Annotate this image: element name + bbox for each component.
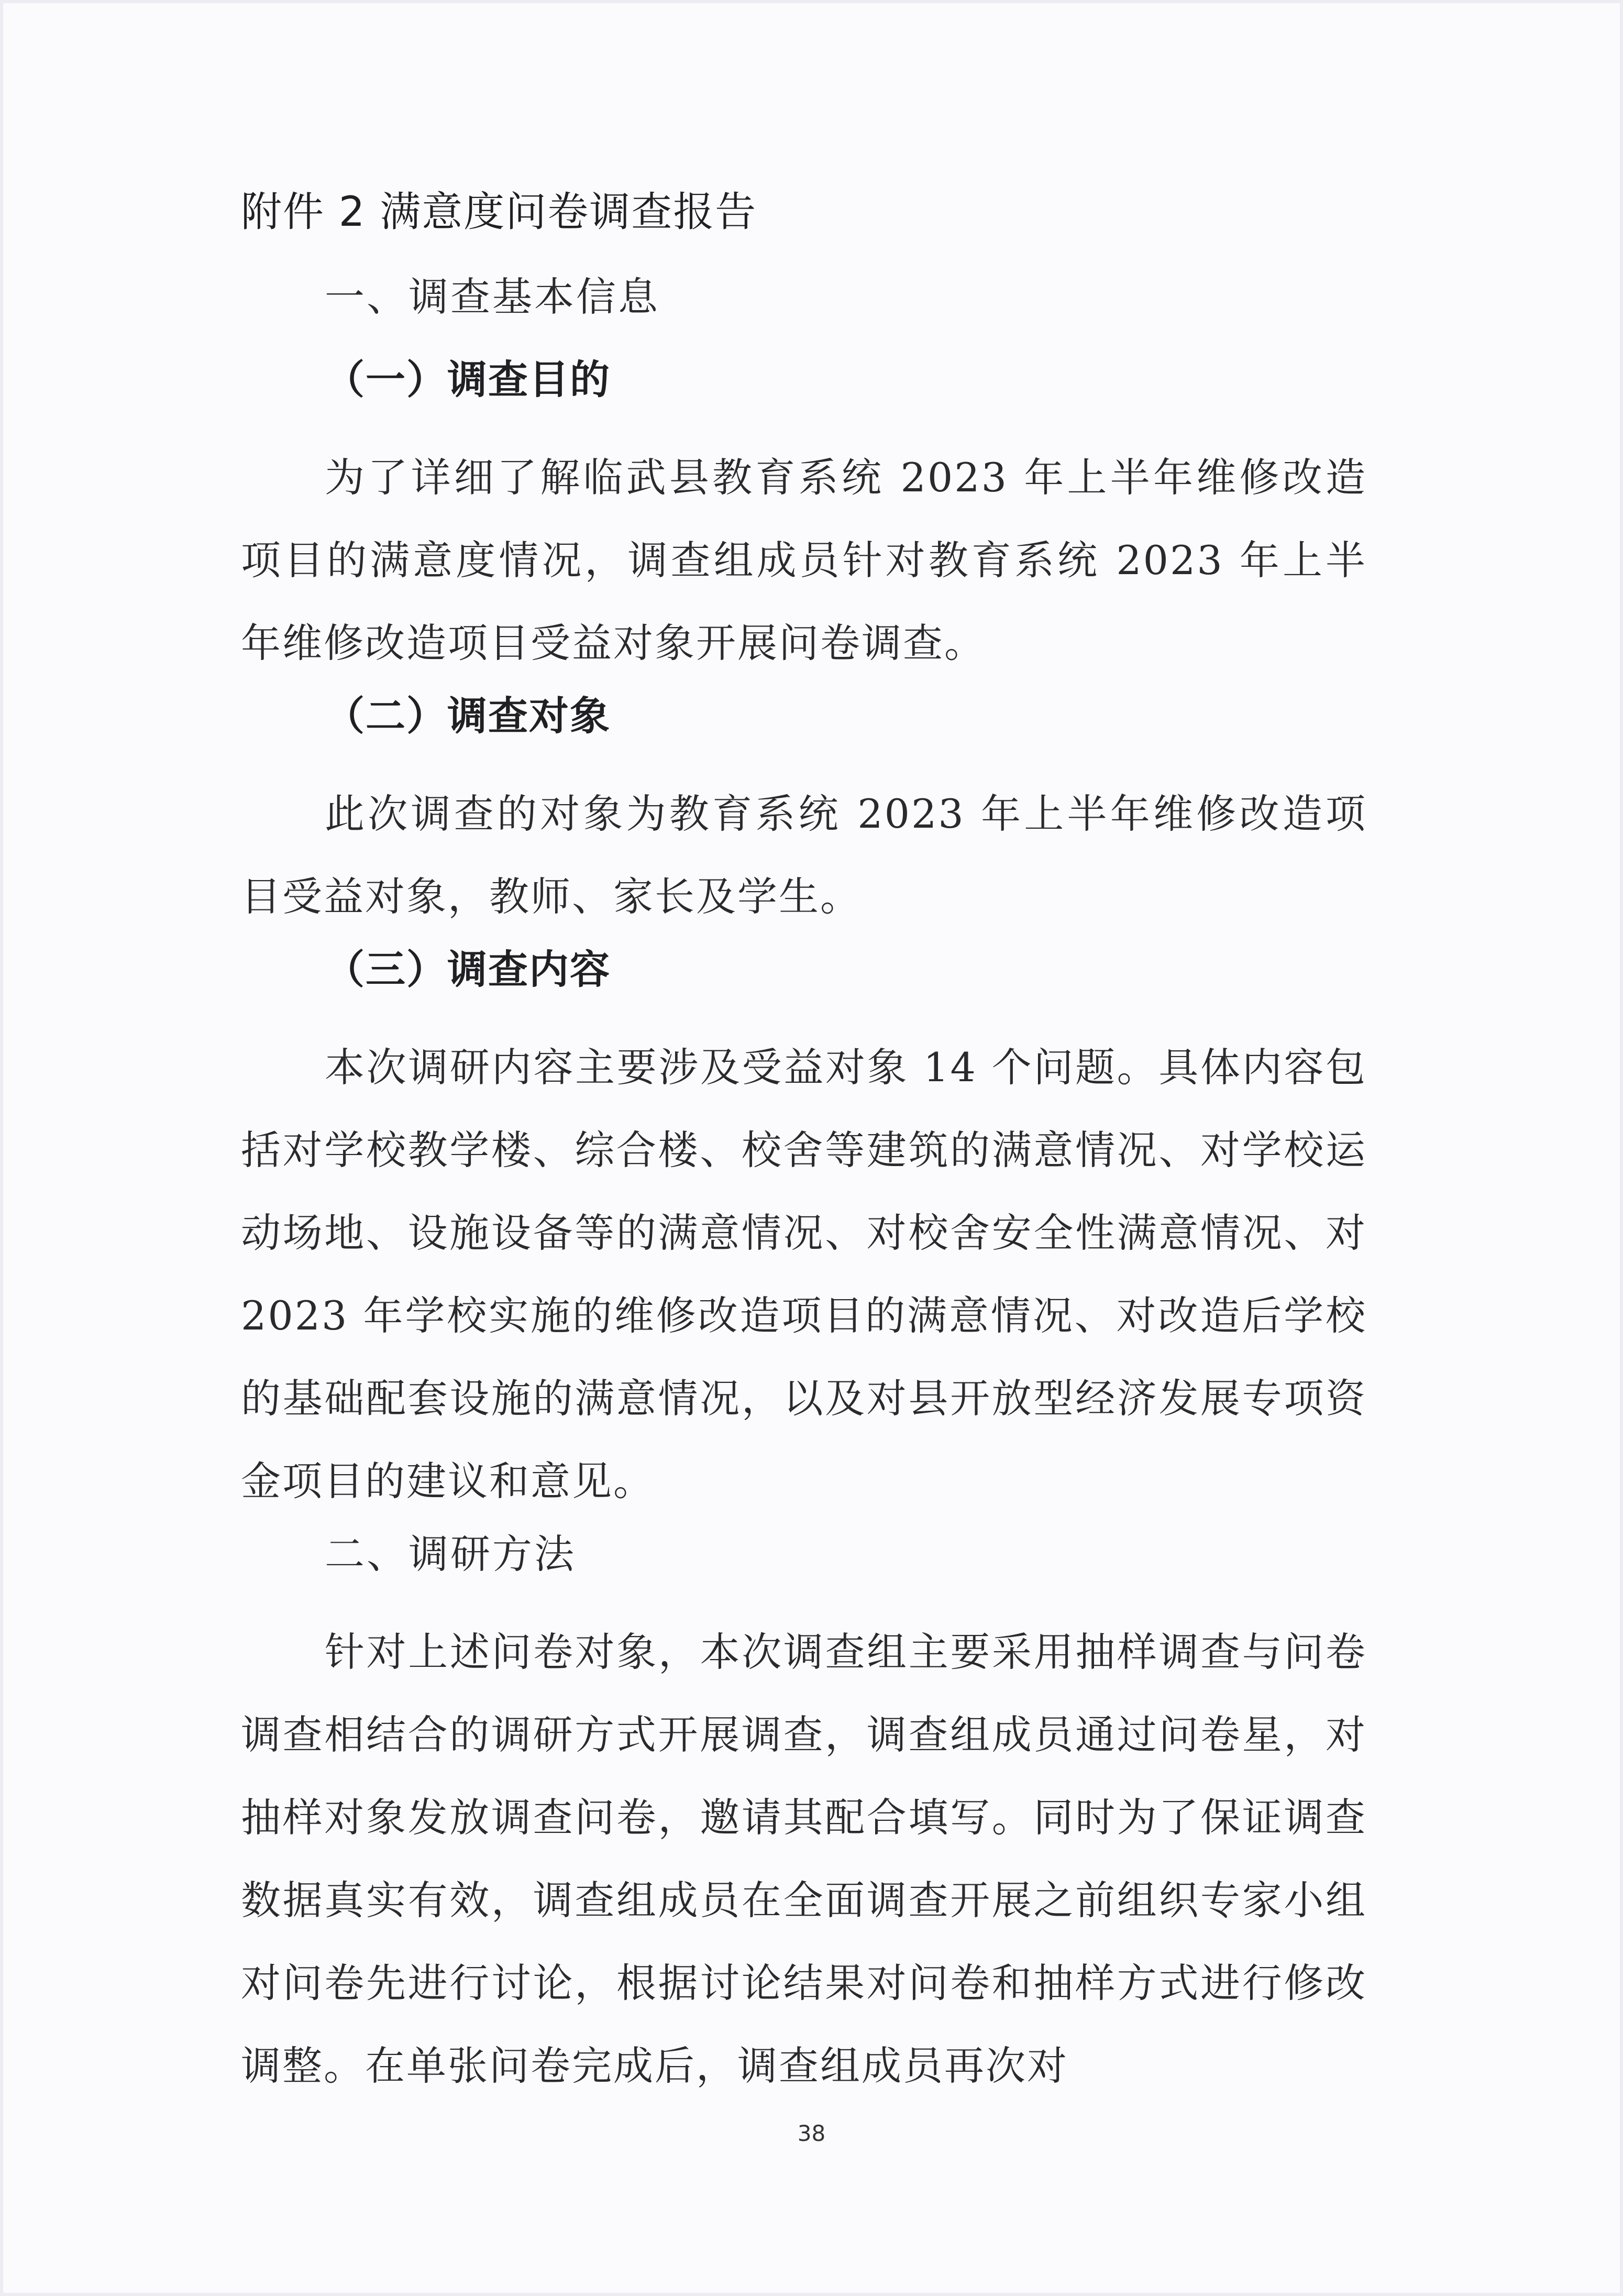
section-heading-survey-info: 一、调查基本信息 <box>325 273 660 320</box>
paragraph-subjects: 此次调查的对象为教育系统 2023 年上半年维修改造项目受益对象，教师、家长及学生。 <box>241 790 1367 920</box>
paragraph-content: 本次调研内容主要涉及受益对象 14 个问题。具体内容包括对学校教学楼、综合楼、校舍等建筑的满意情况、对学校运动场地、设施设备等的满意情况、对校舍安全性满意情况、对 2023 年学校实施的维修改造项目的满意情况、对改造后学校的基础配套设施的满意情况，以及对县开放型经济发展专项资金项目的建议和意见。 <box>241 1044 1367 1504</box>
document-title: 附件 2 满意度问卷调查报告 <box>241 189 757 236</box>
subsection-heading-purpose: （一）调查目的 <box>325 356 611 403</box>
page-number: 38 <box>797 2121 826 2146</box>
paragraph-method: 针对上述问卷对象，本次调查组主要采用抽样调查与问卷调查相结合的调研方式开展调查，调查组成员通过问卷星，对抽样对象发放调查问卷，邀请其配合填写。同时为了保证调查数据真实有效，调查组成员在全面调查开展之前组织专家小组对问卷先进行讨论，根据讨论结果对问卷和抽样方式进行修改调整。在单张问卷完成后，调查组成员再次对 <box>241 1629 1367 2089</box>
page-content <box>241 186 1367 2107</box>
subsection-heading-subjects: （二）调查对象 <box>325 693 611 739</box>
subsection-heading-content: （三）调查内容 <box>325 946 611 993</box>
section-heading-method: 二、调研方法 <box>325 1531 576 1577</box>
paragraph-purpose: 为了详细了解临武县教育系统 2023 年上半年维修改造项目的满意度情况，调查组成员针对教育系统 2023 年上半年维修改造项目受益对象开展问卷调查。 <box>241 454 1367 666</box>
